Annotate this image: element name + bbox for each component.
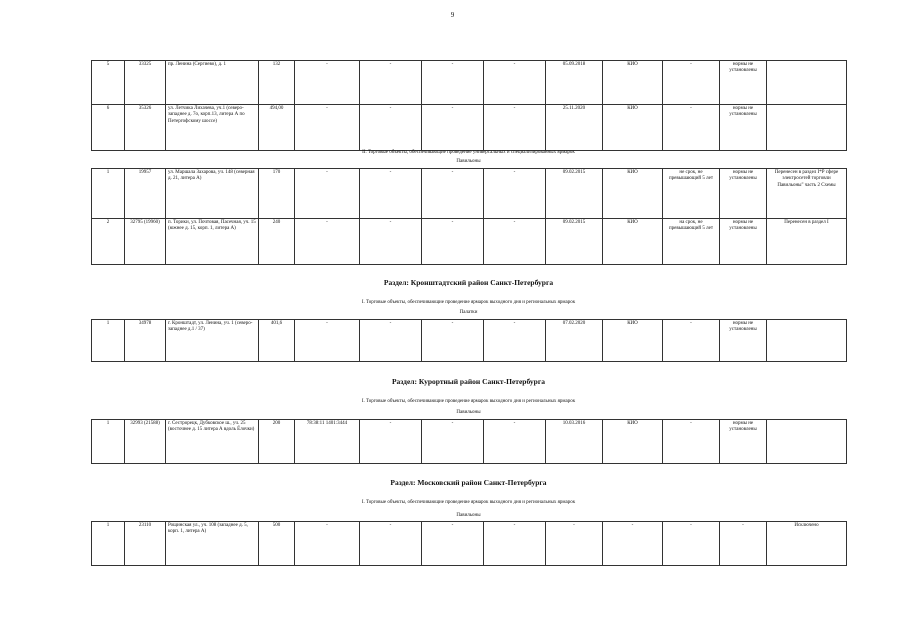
table-row: 1 23110 Рощинская ул., уч. 108 (западнее д. 5, корп. 1, литера А) 500 - - - - - - - - Исключено [92,522,847,566]
table-row: 1 34978 г. Кронштадт, ул. Ленина, уч. 1 (северо-западнее д.1 / 37) 401,6 - - - - 07.02.2020 КИО - нормы не установлены [92,320,847,362]
section-caption: I. Торговые объекты, обеспечивающие проведение ярмарок выходного дня и региональных ярмарок [361,500,576,505]
table-section-1 [91,60,847,151]
page-number: 9 [450,11,455,19]
table-row: 1 32993 (21588) г. Сестрорецк, Дубковское ш., уч. 25 (восточнее д. 15 литера А вдоль Ёлочки) 200 78:38:11 1401:3444 - - - 10.03.2016 КИО - нормы не установлены [92,420,847,464]
table-row: 5 33325 пр. Ленина (Сергиево), д. 1 132 - - - - 05.09.2018 КИО - нормы не установлены [92,61,847,105]
table-row: 6 35326 ул. Летчика Лихачева, уч.1 (северо-западнее д. 7о, корп.13, литера А по Петергофскому шоссе) 494,00 - - - - 25.11.2020 КИО - нормы не установлены [92,105,847,151]
table-row: 1 19957 ул. Маршала Захарова, уч. 148 (северная д. 21, литера А) 170 - - - - 09.02.2015 КИО не срок, не превышающий 5 лет нормы не установлены Перенесен в раздел I*Р сфере электросетей торговли Павильоны" часть 2 Схемы [92,169,847,219]
section-subcaption: Палатки [459,310,478,315]
section-subcaption: Павильоны [456,513,481,518]
section-subcaption: Павильоны [456,410,481,415]
section-subcaption: Павильоны [456,159,481,164]
section-heading-kurortny: Раздел: Курортный район Санкт-Петербурга [391,377,546,386]
table-section-5 [91,521,847,566]
table-section-3 [91,319,847,362]
table-row: 2 32795 (19960) п. Торики, ул. Почтовая, Пасечная, уч. 15 (южнее д. 15, корп. 1, литера А) 240 - - - - 09.02.2015 КИО на срок, не превышающий 5 лет нормы не установлены Перенесен в раздел I [92,219,847,265]
table-section-4 [91,419,847,464]
section-caption: II. Торговые объекты, обеспечивающие проведение универсальных и специализированных ярмарок [362,150,575,155]
section-heading-moskovsky: Раздел: Московский район Санкт-Петербурга [390,478,547,487]
table-section-2 [91,168,847,265]
section-caption: I. Торговые объекты, обеспечивающие проведение ярмарок выходного дня и региональных ярмарок [361,300,576,305]
section-heading-kronshtadt: Раздел: Кронштадтский район Санкт-Петербурга [383,278,554,287]
section-caption: I. Торговые объекты, обеспечивающие проведение ярмарок выходного дня и региональных ярмарок [361,399,576,404]
